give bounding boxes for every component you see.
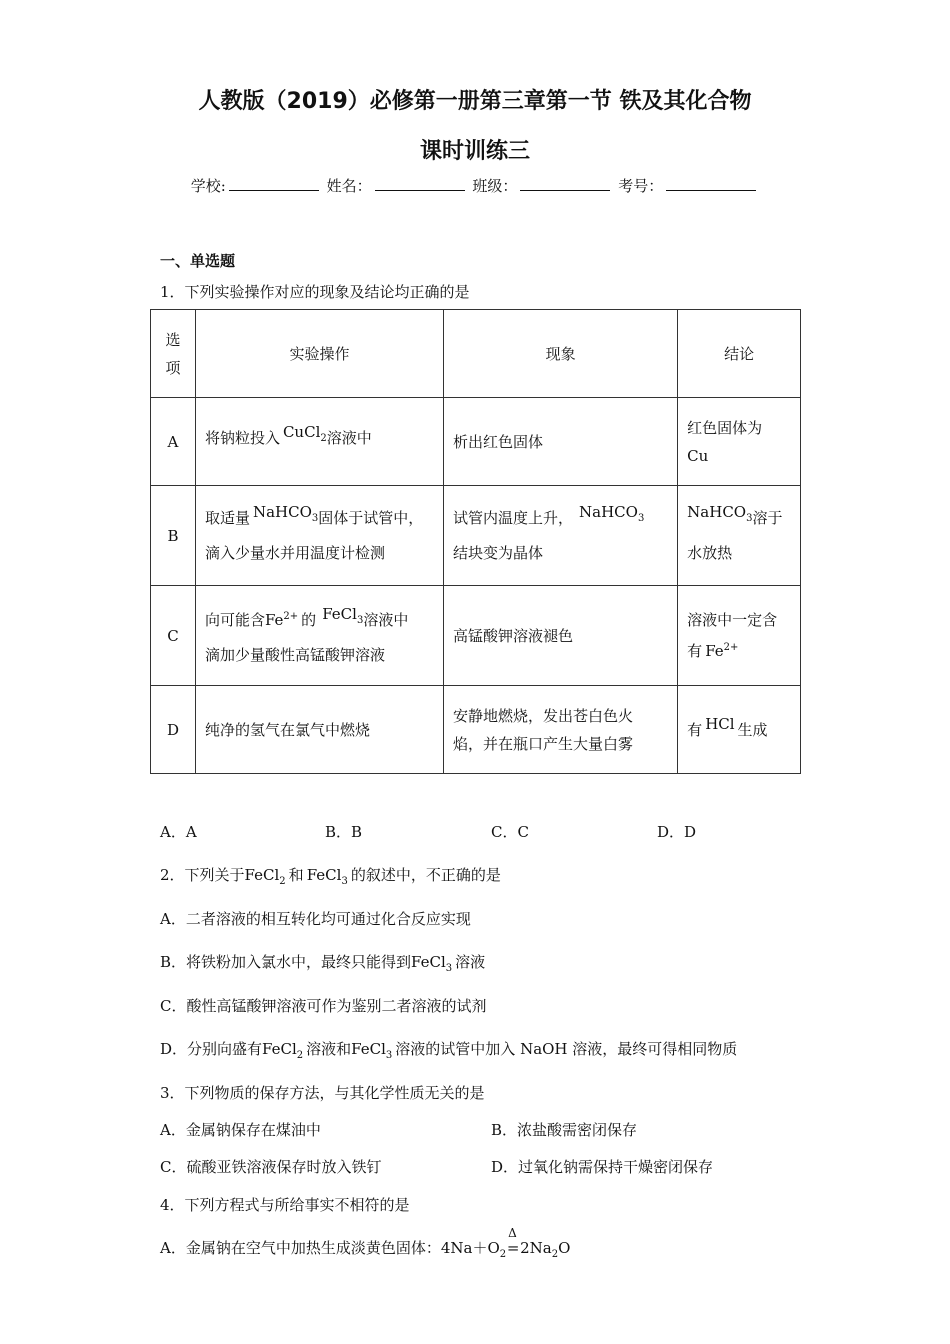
header-option: 选 项	[151, 310, 196, 398]
number-blank[interactable]	[666, 176, 756, 191]
table-row	[151, 486, 801, 586]
student-info-line	[0, 175, 950, 196]
q3-option-a[interactable]: A．金属钠保存在煤油中	[160, 1121, 321, 1139]
question-4-stem: 4．下列方程式与所给事实不相符的是	[160, 1196, 410, 1214]
row-a-operation: 将钠粒投入 CuCl$_2$溶液中	[195, 398, 443, 486]
row-a-option: A	[151, 398, 196, 486]
row-b-option: B	[151, 486, 196, 586]
name-blank[interactable]	[375, 176, 465, 191]
row-d-option: D	[151, 686, 196, 774]
question-1-table	[150, 309, 801, 774]
row-d-phenomenon: 安静地燃烧，发出苍白色火 焰，并在瓶口产生大量白雾	[444, 686, 678, 774]
row-c-phenomenon: 高锰酸钾溶液褪色	[444, 586, 678, 686]
q2-option-c[interactable]: C．酸性高锰酸钾溶液可作为鉴别二者溶液的试剂	[160, 997, 487, 1015]
q2-option-b[interactable]: B．将铁粉加入氯水中，最终只能得到FeCl$_3$ 溶液	[160, 953, 486, 974]
table-row	[151, 686, 801, 774]
school-blank[interactable]	[229, 176, 319, 191]
info-number-label: 考号：	[618, 177, 664, 195]
q1-choice-d[interactable]: D．D	[657, 823, 697, 841]
info-school-label: 学校:	[190, 177, 226, 195]
q2-option-d[interactable]: D．分别向盛有FeCl$_2$ 溶液和FeCl$_3$ 溶液的试管中加入 NaOH 溶液，最终可得相同物质	[160, 1040, 738, 1061]
q2-option-a[interactable]: A．二者溶液的相互转化均可通过化合反应实现	[160, 910, 471, 928]
page-title: 人教版（2019）必修第一册第三章第一节 铁及其化合物	[198, 89, 752, 114]
row-b-phenomenon: 试管内温度上升， NaHCO$_3$ 结块变为晶体	[444, 486, 678, 586]
q1-choice-c[interactable]: C．C	[491, 823, 529, 841]
info-name-label: 姓名：	[326, 177, 372, 195]
q3-option-c[interactable]: C．硫酸亚铁溶液保存时放入铁钉	[160, 1158, 382, 1176]
row-d-operation: 纯净的氢气在氯气中燃烧	[195, 686, 443, 774]
question-3-stem: 3．下列物质的保存方法，与其化学性质无关的是	[160, 1084, 485, 1102]
row-b-conclusion: NaHCO$_3$溶于 水放热	[678, 486, 801, 586]
q1-choice-a[interactable]: A．A	[160, 823, 197, 841]
section-heading: 一、单选题	[160, 252, 236, 270]
header-conclusion: 结论	[678, 310, 801, 398]
row-b-operation: 取适量 NaHCO$_3$固体于试管中， 滴入少量水并用温度计检测	[195, 486, 443, 586]
row-a-phenomenon: 析出红色固体	[444, 398, 678, 486]
row-c-operation: 向可能含$Fe^{2+}$ 的 FeCl$_3$溶液中 滴加少量酸性高锰酸钾溶液	[195, 586, 443, 686]
table-header-row	[151, 310, 801, 398]
q3-option-b[interactable]: B．浓盐酸需密闭保存	[491, 1121, 638, 1139]
row-d-conclusion: 有 HCl 生成	[678, 686, 801, 774]
page-subtitle: 课时训练三	[419, 139, 530, 164]
q4-option-a[interactable]: A．金属钠在空气中加热生成淡黄色固体：$4Na+O_2$ Δ $=2Na_2O$	[160, 1226, 571, 1260]
row-c-option: C	[151, 586, 196, 686]
q1-choice-b[interactable]: B．B	[325, 823, 363, 841]
table-row	[151, 586, 801, 686]
q3-option-d[interactable]: D．过氧化钠需保持干燥密闭保存	[491, 1158, 714, 1176]
class-blank[interactable]	[520, 176, 610, 191]
info-class-label: 班级：	[472, 177, 518, 195]
question-2-stem: 2．下列关于FeCl$_2$ 和 FeCl$_3$ 的叙述中，不正确的是	[160, 866, 501, 887]
header-operation: 实验操作	[195, 310, 443, 398]
table-row	[151, 398, 801, 486]
row-c-conclusion: 溶液中一定含 有 $Fe^{2+}$	[678, 586, 801, 686]
question-1-stem: 1．下列实验操作对应的现象及结论均正确的是	[160, 283, 470, 301]
row-a-conclusion: 红色固体为 Cu	[678, 398, 801, 486]
q4-equation: $4Na+O_2$ Δ $=2Na_2O$	[440, 1226, 571, 1260]
header-phenomenon: 现象	[444, 310, 678, 398]
